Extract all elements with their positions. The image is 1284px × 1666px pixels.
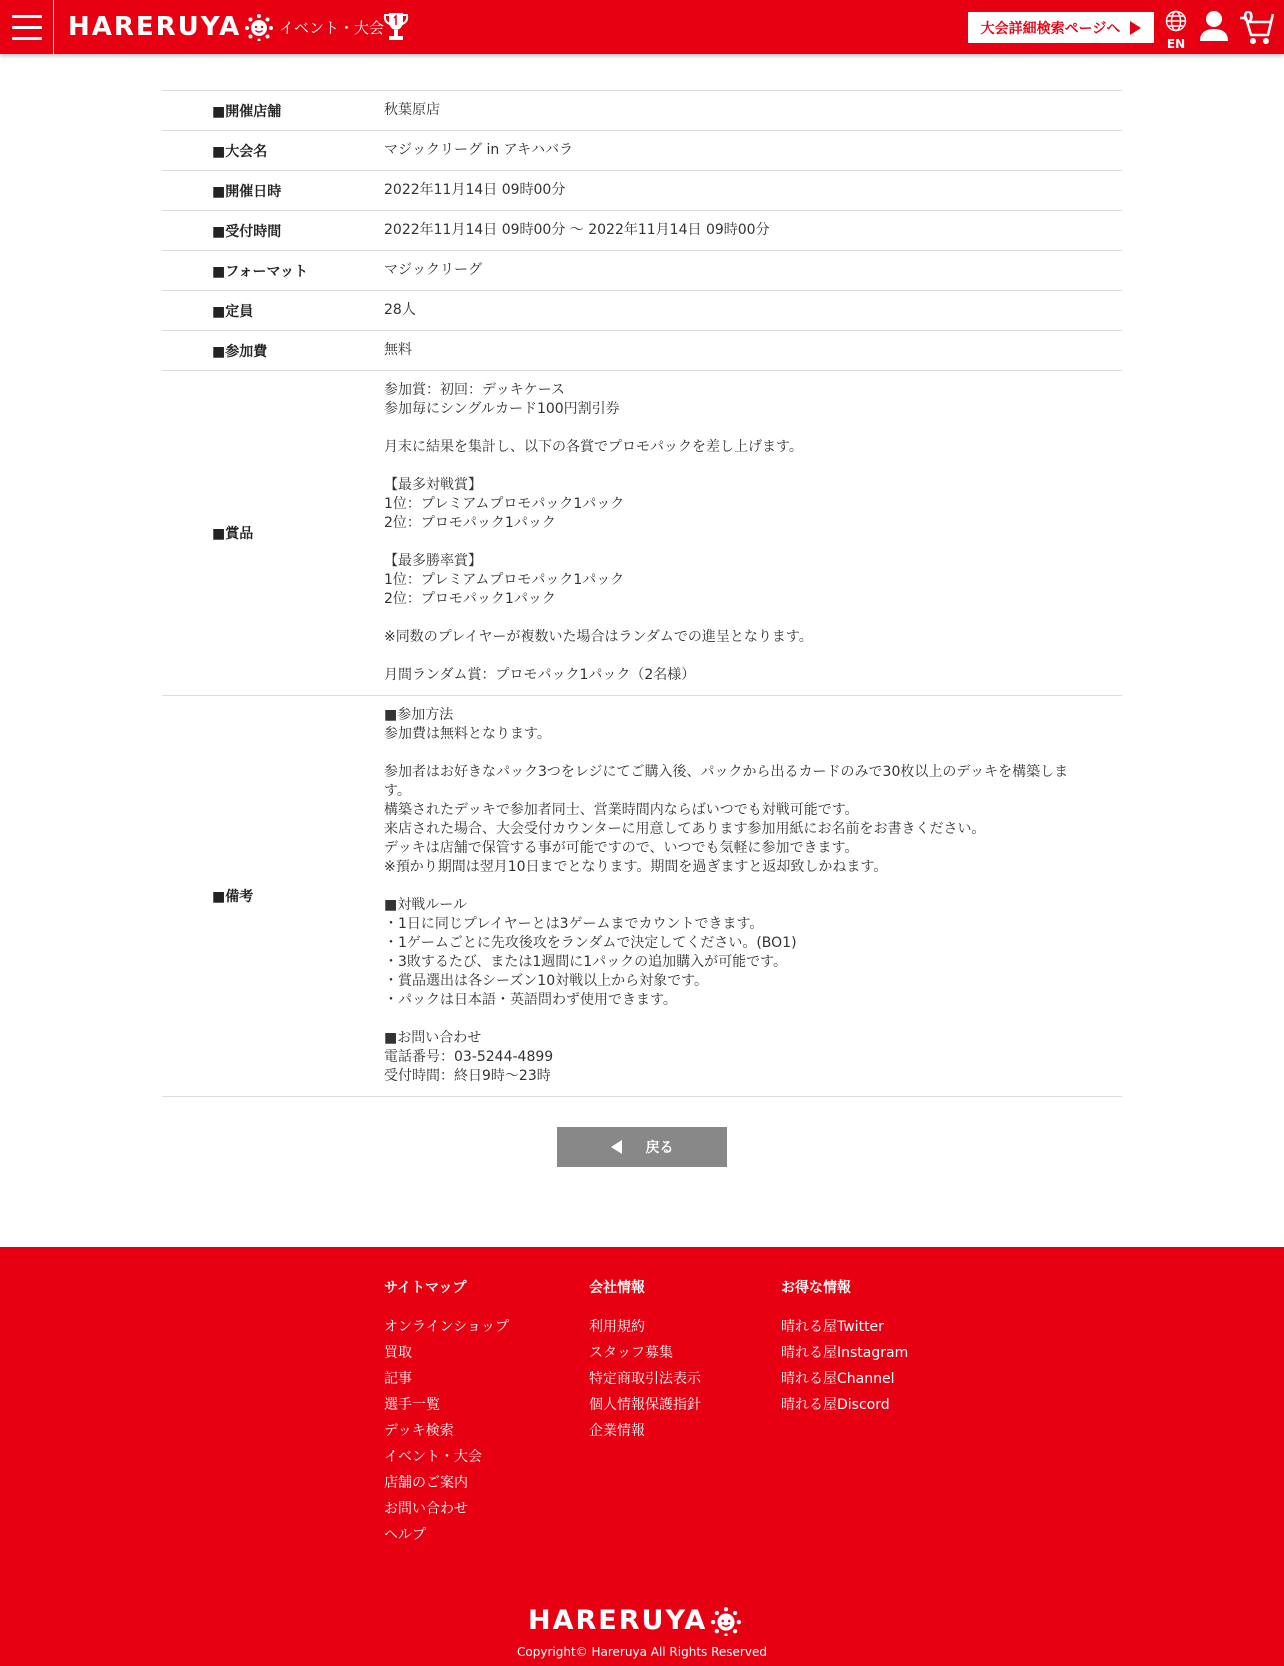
row-label: ■賞品 [212, 526, 254, 542]
language-switch[interactable] [1162, 10, 1190, 51]
footer-column-sitemap [384, 1277, 509, 1553]
table-row [162, 291, 1122, 331]
footer-logo[interactable] [528, 1605, 741, 1636]
footer-link[interactable]: 企業情報 [589, 1423, 645, 1439]
back-button[interactable] [557, 1127, 727, 1167]
row-label: ■大会名 [212, 143, 268, 160]
sun-logo-icon [245, 13, 273, 41]
table-row [162, 251, 1122, 291]
row-value: 28人 [384, 302, 416, 318]
row-label: ■開催日時 [212, 183, 282, 200]
event-info-table [162, 90, 1122, 1097]
footer-link[interactable]: 店舗のご案内 [384, 1475, 468, 1491]
row-value: マジックリーグ in アキハバラ [384, 142, 574, 158]
footer-link[interactable]: 特定商取引法表示 [589, 1371, 701, 1387]
row-label: ■フォーマット [212, 263, 308, 280]
footer-column-title: 会社情報 [589, 1280, 645, 1296]
row-value: 参加賞：初回：デッキケース 参加毎にシングルカード100円割引券 月末に結果を集計し、以下の各賞でプロモパックを差し上げます。 【最多対戦賞】 1位：プレミアムプロモパック1パック 2位：プロモパック1パック 【最多勝率賞】 1位：プレミアムプロモパック1パック 2位：プロモパック1パック ※同数のプレイヤーが複数いた場合はランダムでの進呈となります。 月間ランダム賞：プロモパック1パック（2名様） [384, 382, 813, 683]
table-row [162, 371, 1122, 696]
copyright-text: Copyright© Hareruya All Rights Reserved [517, 1645, 767, 1659]
footer-link[interactable]: 晴れる屋Discord [781, 1397, 890, 1413]
search-page-button[interactable] [968, 12, 1154, 43]
footer-link[interactable]: デッキ検索 [384, 1423, 454, 1439]
menu-icon[interactable] [0, 0, 54, 54]
table-row [162, 171, 1122, 211]
row-label: ■定員 [212, 303, 254, 320]
sun-logo-icon [711, 1606, 741, 1636]
row-value: マジックリーグ [384, 262, 482, 278]
footer-link[interactable]: イベント・大会 [384, 1449, 482, 1465]
footer-link[interactable]: オンラインショップ [384, 1319, 509, 1335]
globe-icon [1165, 10, 1187, 32]
row-label: ■受付時間 [212, 223, 282, 240]
row-value: ■参加方法 参加費は無料となります。 参加者はお好きなパック3つをレジにてご購入後、パックから出るカードのみで30枚以上のデッキを構築します。 構築されたデッキで参加者同士、営業時間内ならばいつでも対戦可能です。 来店された場合、大会受付カウンターに用意してあります参加用紙にお名前をお書きください。 デッキは店舗で保管する事が可能ですので、いつでも気軽に参加できます。 ※預かり期間は翌月10日までとなります。期間を過ぎますと返却致しかねます。 ■対戦ルール ・1日に同じプレイヤーとは3ゲームまでカウントできます。 ・1ゲームごとに先攻後攻をランダムで決定してください。(BO1) ・3敗するたび、または1週間に1パックの追加購入が可能です。 ・賞品選出は各シーズン10対戦以上から対象です。 ・パックは日本語・英語問わず使用できます。 ■お問い合わせ 電話番号：03-5244-4899 受付時間：終日9時～23時 [384, 707, 1069, 1084]
row-value: 2022年11月14日 09時00分 [384, 182, 566, 198]
footer-link[interactable]: 選手一覧 [384, 1397, 440, 1413]
table-row [162, 331, 1122, 371]
footer-link[interactable]: 晴れる屋Twitter [781, 1319, 884, 1335]
row-label: ■備考 [212, 889, 254, 905]
footer-column-deals [781, 1277, 908, 1423]
back-arrow-icon [611, 1140, 622, 1154]
section-title[interactable]: イベント・大会 [279, 19, 385, 37]
footer-link[interactable]: お問い合わせ [384, 1501, 468, 1517]
site-header [0, 0, 1284, 54]
language-label: EN [1166, 37, 1186, 51]
site-logo[interactable] [68, 12, 273, 42]
logo-text: HARERUYA [68, 12, 242, 42]
footer-link[interactable]: スタッフ募集 [589, 1345, 673, 1361]
footer-link[interactable]: 晴れる屋Channel [781, 1371, 895, 1387]
row-label: ■参加費 [212, 343, 268, 360]
footer-column-title: お得な情報 [781, 1280, 851, 1296]
footer-link[interactable]: 利用規約 [589, 1319, 645, 1335]
trophy-icon [383, 11, 409, 43]
table-row [162, 91, 1122, 131]
table-row [162, 131, 1122, 171]
footer-link[interactable]: 個人情報保護指針 [589, 1397, 701, 1413]
row-value: 無料 [384, 342, 412, 358]
play-arrow-icon [1130, 21, 1141, 35]
footer-link[interactable]: 買取 [384, 1345, 412, 1361]
footer-link[interactable]: 記事 [384, 1371, 412, 1387]
footer-logo-text: HARERUYA [528, 1605, 708, 1636]
site-footer [0, 1247, 1284, 1666]
table-row [162, 211, 1122, 251]
cart-count: 0 [1243, 8, 1254, 26]
footer-link[interactable]: 晴れる屋Instagram [781, 1345, 909, 1361]
footer-column-title: サイトマップ [384, 1280, 467, 1296]
user-icon[interactable] [1199, 10, 1229, 42]
back-button-label: 戻る [645, 1140, 674, 1156]
row-value: 2022年11月14日 09時00分 ～ 2022年11月14日 09時00分 [384, 222, 770, 238]
row-value: 秋葉原店 [384, 102, 440, 118]
footer-column-company [589, 1277, 701, 1449]
footer-link[interactable]: ヘルプ [384, 1527, 426, 1543]
row-label: ■開催店舗 [212, 103, 282, 120]
table-row [162, 696, 1122, 1097]
cart-button[interactable] [1238, 8, 1276, 50]
search-page-button-label: 大会詳細検索ページへ [980, 20, 1121, 37]
